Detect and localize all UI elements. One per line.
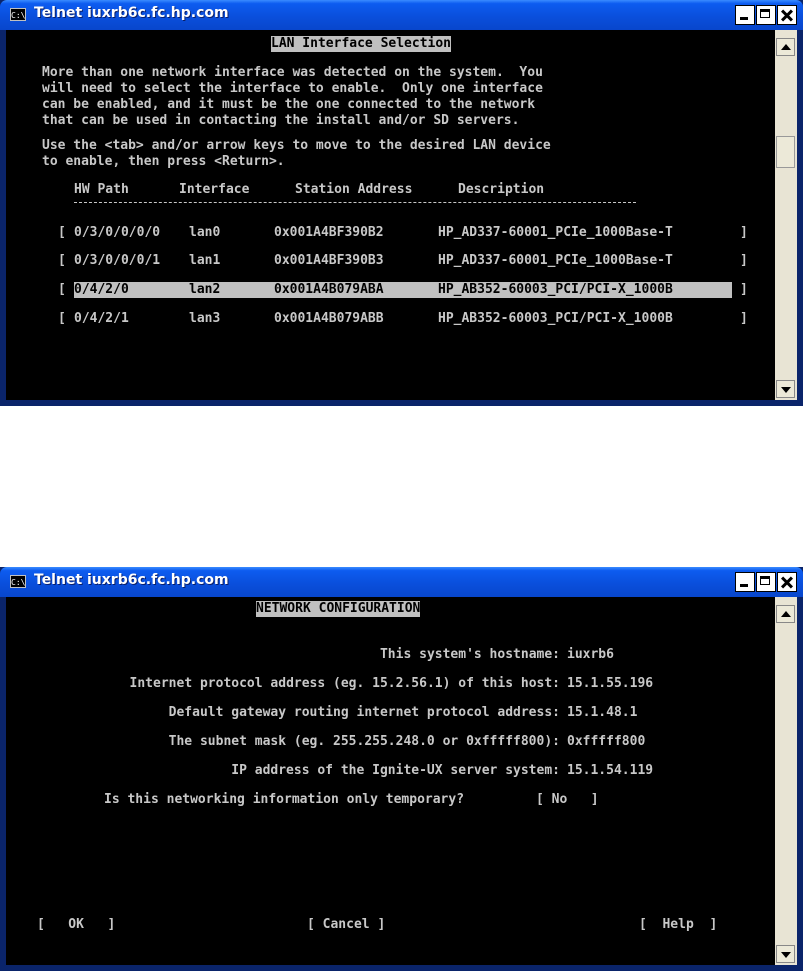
scroll-down-arrow-icon[interactable] <box>776 945 795 963</box>
header-divider <box>74 202 636 203</box>
vertical-scrollbar[interactable] <box>775 30 797 400</box>
hostname-field[interactable]: iuxrb6 <box>567 647 614 662</box>
console-icon[interactable]: C:\ <box>10 8 26 21</box>
window-title: Telnet iuxrb6c.fc.hp.com <box>34 572 229 588</box>
instruction-line-1: Use the <tab> and/or arrow keys to move to the desired LAN device <box>42 138 551 153</box>
row-description: HP_AB352-60003_PCI/PCI-X_1000B <box>438 311 673 326</box>
ip-address-label: Internet protocol address (eg. 15.2.56.1) of this host: <box>129 676 560 691</box>
ignite-server-label: IP address of the Ignite-UX server system: <box>231 763 560 778</box>
close-button[interactable] <box>777 5 797 25</box>
row-hw-path: 0/3/0/0/0/0 <box>74 225 161 240</box>
row-bracket-open: [ <box>58 225 66 240</box>
ip-address-field[interactable]: 15.1.55.196 <box>567 676 654 691</box>
gateway-label: Default gateway routing internet protocol address: <box>168 705 560 720</box>
row-hw-path: 0/4/2/0 <box>74 282 129 297</box>
window-title: Telnet iuxrb6c.fc.hp.com <box>34 5 229 21</box>
title-bar[interactable] <box>0 0 803 30</box>
minimize-button[interactable] <box>735 5 755 25</box>
instruction-line-2: to enable, then press <Return>. <box>42 154 285 169</box>
ignite-server-field[interactable]: 15.1.54.119 <box>567 763 654 778</box>
close-button[interactable] <box>777 572 797 592</box>
row-description: HP_AD337-60001_PCIe_1000Base-T <box>438 225 673 240</box>
column-header-hw-path: HW Path <box>74 182 129 197</box>
column-header-interface: Interface <box>179 182 250 197</box>
cancel-button[interactable]: [ Cancel ] <box>307 917 386 932</box>
screen-heading: LAN Interface Selection <box>271 36 452 51</box>
row-hw-path: 0/3/0/0/0/1 <box>74 253 161 268</box>
row-station-address: 0x001A4BF390B3 <box>274 253 384 268</box>
intro-line-2: will need to select the interface to enable. Only one interface <box>42 81 543 96</box>
intro-line-3: can be enabled, and it must be the one connected to the network <box>42 97 536 112</box>
temporary-toggle[interactable]: [ No ] <box>536 792 599 807</box>
row-interface: lan2 <box>189 282 221 297</box>
row-bracket-close: ] <box>740 282 748 297</box>
title-bar[interactable] <box>0 567 803 597</box>
row-interface: lan0 <box>189 225 221 240</box>
row-hw-path: 0/4/2/1 <box>74 311 129 326</box>
row-description: HP_AB352-60003_PCI/PCI-X_1000B <box>438 282 673 297</box>
console-screen[interactable] <box>6 597 775 965</box>
ok-button[interactable]: [ OK ] <box>37 917 116 932</box>
row-bracket-close: ] <box>740 311 748 326</box>
row-station-address: 0x001A4B079ABA <box>274 282 384 297</box>
row-bracket-open: [ <box>58 253 66 268</box>
console-screen[interactable] <box>6 30 775 400</box>
console-icon[interactable]: C:\ <box>10 575 26 588</box>
scroll-up-arrow-icon[interactable] <box>776 605 795 623</box>
row-station-address: 0x001A4B079ABB <box>274 311 384 326</box>
scroll-up-arrow-icon[interactable] <box>776 38 795 56</box>
temporary-label: Is this networking information only temporary? <box>104 792 465 807</box>
scroll-down-arrow-icon[interactable] <box>776 380 795 398</box>
row-interface: lan3 <box>189 311 221 326</box>
minimize-button[interactable] <box>735 572 755 592</box>
hostname-label: This system's hostname: <box>379 647 560 662</box>
telnet-window-lan-selection <box>0 0 803 406</box>
row-station-address: 0x001A4BF390B2 <box>274 225 384 240</box>
row-description: HP_AD337-60001_PCIe_1000Base-T <box>438 253 673 268</box>
maximize-button[interactable] <box>756 572 776 592</box>
row-interface: lan1 <box>189 253 221 268</box>
screen-heading: NETWORK CONFIGURATION <box>256 601 421 616</box>
maximize-button[interactable] <box>756 5 776 25</box>
telnet-window-network-config <box>0 567 803 971</box>
scroll-thumb[interactable] <box>776 136 795 168</box>
row-bracket-open: [ <box>58 282 66 297</box>
help-button[interactable]: [ Help ] <box>639 917 718 932</box>
column-header-description: Description <box>458 182 545 197</box>
row-bracket-open: [ <box>58 311 66 326</box>
gateway-field[interactable]: 15.1.48.1 <box>567 705 638 720</box>
subnet-mask-label: The subnet mask (eg. 255.255.248.0 or 0xfffff800): <box>168 734 560 749</box>
subnet-mask-field[interactable]: 0xfffff800 <box>567 734 646 749</box>
intro-line-4: that can be used in contacting the install and/or SD servers. <box>42 113 520 128</box>
row-bracket-close: ] <box>740 225 748 240</box>
vertical-scrollbar[interactable] <box>775 597 797 965</box>
column-header-station-address: Station Address <box>295 182 413 197</box>
row-bracket-close: ] <box>740 253 748 268</box>
intro-line-1: More than one network interface was detected on the system. You <box>42 65 543 80</box>
